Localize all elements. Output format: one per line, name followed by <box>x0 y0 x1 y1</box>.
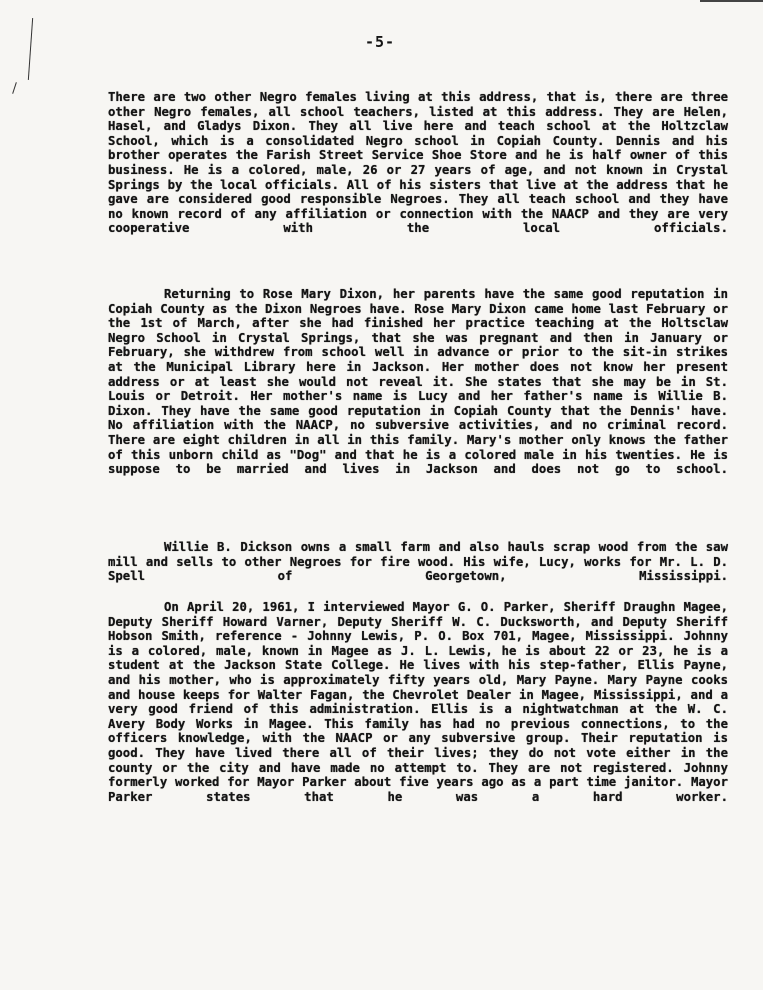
paragraph: Willie B. Dickson owns a small farm and also hauls scrap wood from the saw mill and sells to other Negroes for fire wood. His wife, Lucy, works for Mr. L. D. Spell of Georgetown, Mississippi. <box>108 540 728 584</box>
margin-mark <box>28 18 33 80</box>
page-number: -5- <box>365 33 396 51</box>
scan-edge-line <box>700 0 763 2</box>
paragraph: There are two other Negro females living at this address, that is, there are three other Negro females, all school teachers, listed at this address. They are Helen, Hasel, and Gladys Dixon. They all live here and teach school at the Holtzclaw School, which is a consolidated Negro school in Copiah County. Dennis and his brother operates the Farish Street Service Shoe Store and he is half owner of this business. He is a colored, male, 26 or 27 years of age, and not known in Crystal Springs by the local officials. All of his sisters that live at the address that he gave are considered good responsible Negroes. They all teach school and they have no known record of any affiliation or connection with the NAACP and they are very cooperative with the local officials. <box>108 90 728 236</box>
paragraph: On April 20, 1961, I interviewed Mayor G. O. Parker, Sheriff Draughn Magee, Deputy Sheriff Howard Varner, Deputy Sheriff W. C. Ducksworth, and Deputy Sheriff Hobson Smith, reference - Johnny Lewis, P. O. Box 701, Magee, Mississippi. Johnny is a colored, male, known in Magee as J. L. Lewis, he is about 22 or 23, he is a student at the Jackson State College. He lives with his step-father, Ellis Payne, and his mother, who is approximately fifty years old, Mary Payne. Mary Payne cooks and house keeps for Walter Fagan, the Chevrolet Dealer in Magee, Mississippi, and a very good friend of this administration. Ellis is a nightwatchman at the W. C. Avery Body Works in Magee. This family has had no previous connections, to the officers knowledge, with the NAACP or any subversive group. Their reputation is good. They have lived there all of their lives; they do not vote either in the county or the city and have made no attempt to. They are not registered. Johnny formerly worked for Mayor Parker about five years ago as a part time janitor. Mayor Parker states that he was a hard worker. <box>108 600 728 804</box>
margin-mark <box>12 82 17 94</box>
paragraph: Returning to Rose Mary Dixon, her parents have the same good reputation in Copiah County as the Dixon Negroes have. Rose Mary Dixon came home last February or the 1st of March, after she had finished her practice teaching at the Holtsclaw Negro School in Crystal Springs, that she was pregnant and then in January or February, she withdrew from school well in advance or prior to the sit-in strikes at the Municipal Library here in Jackson. Her mother does not know her present address or at least she would not reveal it. She states that she may be in St. Louis or Detroit. Her mother's name is Lucy and her father's name is Willie B. Dixon. They have the same good reputation in Copiah County that the Dennis' have. No affiliation with the NAACP, no subversive activities, and no criminal record. There are eight children in all in this family. Mary's mother only knows the father of this unborn child as "Dog" and that he is a colored male in his twenties. He is suppose to be married and lives in Jackson and does not go to school. <box>108 287 728 477</box>
